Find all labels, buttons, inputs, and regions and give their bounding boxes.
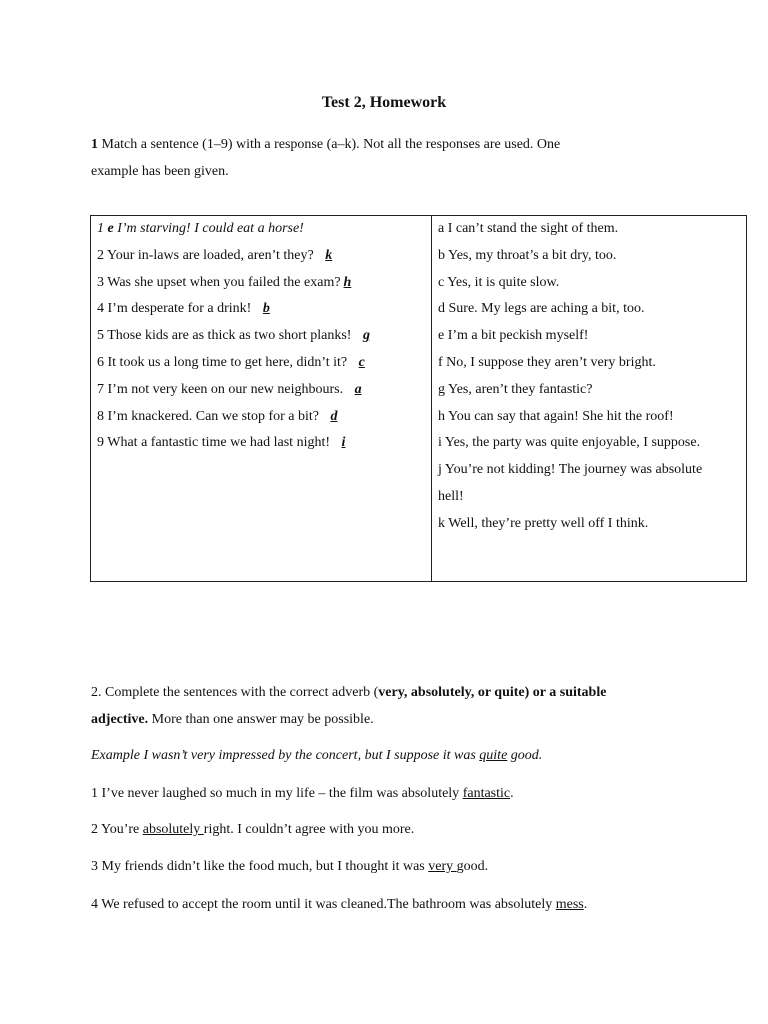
answer-letter: b (262, 301, 270, 317)
response-row: j You’re not kidding! The journey was absolute (438, 462, 703, 478)
answer-letter: a (354, 381, 362, 397)
sentence-text: I’m starving! I could eat a horse! (117, 221, 304, 236)
answer-word: quite (479, 748, 508, 763)
answer-letter: g (362, 328, 370, 344)
response-row: i Yes, the party was quite enjoyable, I suppose. (438, 435, 701, 451)
response-row: e I’m a bit peckish myself! (438, 328, 589, 344)
sentence-text: I’m not very keen on our new neighbours. (107, 381, 344, 397)
instruction-line-1: Match a sentence (1–9) with a response (a–k). Not all the responses are used. One (98, 137, 561, 152)
response-row: a I can’t stand the sight of them. (438, 221, 619, 236)
sentences-column (91, 216, 432, 582)
answer-letter: c (358, 354, 365, 370)
sentence-3: 3 My friends didn’t like the food much, but I thought it was very good. (91, 859, 489, 874)
answer-letter: h (343, 274, 352, 290)
response-row: h You can say that again! She hit the roof! (438, 408, 674, 424)
answer-word: fantastic (462, 786, 511, 801)
sentence-text: What a fantastic time we had last night! (107, 435, 331, 451)
sentence-4: 4 We refused to accept the room until it was cleaned.The bathroom was absolutely mess. (91, 897, 588, 912)
sentence-row: 9 What a fantastic time we had last night! i (97, 435, 346, 451)
example-sentence: Example I wasn’t very impressed by the concert, but I suppose it was quite good. (91, 748, 543, 763)
answer-letter: d (330, 408, 338, 424)
sentence-text: Those kids are as thick as two short planks! (107, 328, 352, 344)
sentence-row: 2 Your in-laws are loaded, aren’t they? k (97, 247, 333, 263)
sentence-row: 6 It took us a long time to get here, didn’t it? c (97, 354, 365, 370)
responses-column (432, 216, 747, 582)
answer-letter: i (341, 435, 346, 451)
response-row: d Sure. My legs are aching a bit, too. (438, 301, 645, 317)
response-row: c Yes, it is quite slow. (438, 274, 560, 290)
sentence-text: Was she upset when you failed the exam? (107, 274, 341, 290)
example-letter: e (107, 221, 114, 236)
sentence-text: I’m desperate for a drink! (107, 301, 252, 317)
sentence-row: 8 I’m knackered. Can we stop for a bit? d (97, 408, 338, 424)
response-row: b Yes, my throat’s a bit dry, too. (438, 247, 617, 263)
sentence-2: 2 You’re absolutely right. I couldn’t agree with you more. (91, 822, 415, 837)
sentence-row: 4 I’m desperate for a drink! b (97, 301, 270, 317)
sentence-text: I’m knackered. Can we stop for a bit? (107, 408, 319, 424)
sentence-row: 7 I’m not very keen on our new neighbours. a (97, 381, 362, 397)
question-number: 1 (91, 137, 98, 152)
answer-word: absolutely (142, 822, 204, 837)
page-title: Test 2, Homework (321, 94, 447, 111)
sentence-row: 3 Was she upset when you failed the exam? h (97, 274, 352, 290)
answer-word: very (428, 859, 457, 874)
sentence-row: 1 e I’m starving! I could eat a horse! (97, 221, 304, 236)
instruction-line-2: example has been given. (91, 164, 229, 179)
response-row: hell! (438, 488, 464, 504)
sentence-text: Your in-laws are loaded, aren’t they? (106, 247, 314, 263)
answer-word: mess (555, 897, 584, 912)
response-row: k Well, they’re pretty well off I think. (438, 515, 649, 531)
answer-letter: k (325, 247, 333, 263)
sentence-1: 1 I’ve never laughed so much in my life – the film was absolutely fantastic. (91, 786, 514, 801)
question-1-instruction (91, 131, 691, 185)
question-2-instruction: 2. Complete the sentences with the correct adverb (very, absolutely, or quite) or a suitable adjective. More than one answer may be possible. (91, 685, 607, 727)
sentence-text: It took us a long time to get here, didn’t it? (107, 354, 348, 370)
matching-table (90, 215, 747, 582)
response-row: g Yes, aren’t they fantastic? (438, 381, 593, 397)
sentence-row: 5 Those kids are as thick as two short planks! g (97, 328, 370, 344)
response-row: f No, I suppose they aren’t very bright. (438, 354, 656, 370)
